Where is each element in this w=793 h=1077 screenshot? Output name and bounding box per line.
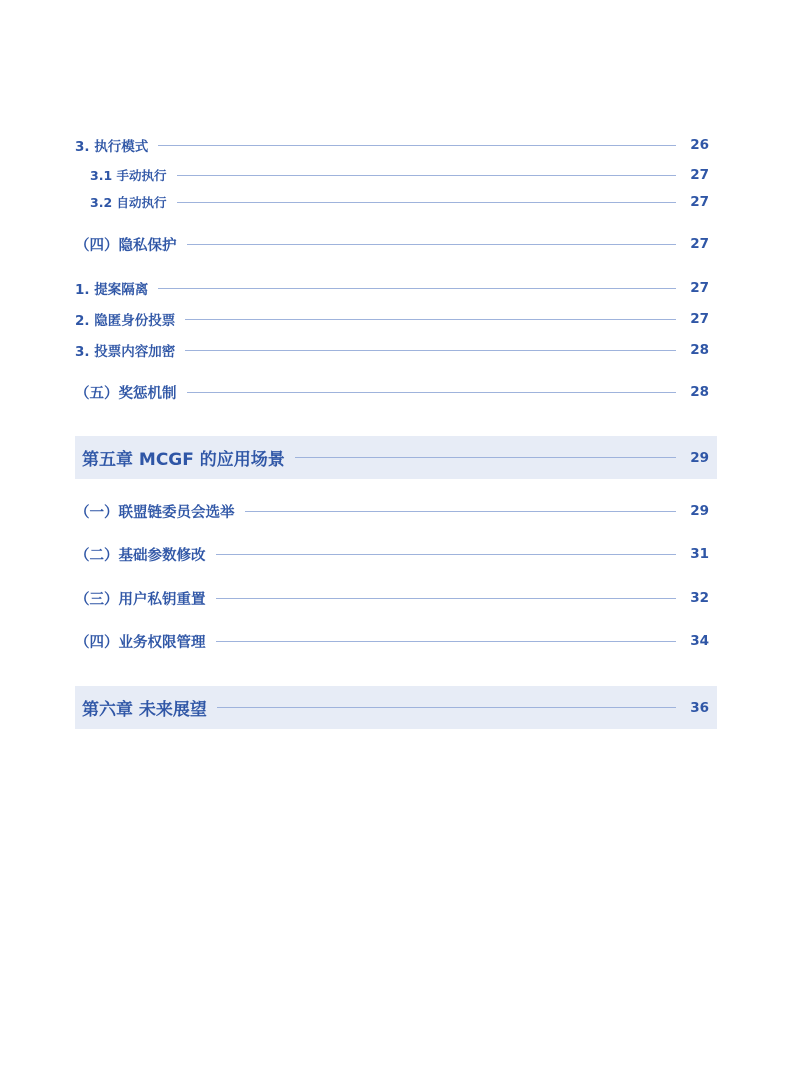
toc-chapter-entry[interactable] <box>75 686 717 729</box>
toc-entry[interactable] <box>75 338 717 362</box>
toc-page-number: 36 <box>690 699 709 716</box>
toc-entry-label: （三）用户私钥重置 <box>75 591 206 608</box>
toc-entry-label: 2. 隐匿身份投票 <box>75 313 176 329</box>
toc-entry[interactable] <box>75 164 717 186</box>
toc-entry-label: 3. 执行模式 <box>75 139 149 155</box>
toc-page-number: 28 <box>690 342 709 358</box>
toc-entry[interactable] <box>75 191 717 213</box>
toc-entry-label: 3.1 手动执行 <box>90 168 167 183</box>
dotted-leader <box>187 392 677 393</box>
toc-entry[interactable] <box>75 499 717 523</box>
toc-chapter-label: 第六章 未来展望 <box>82 700 207 720</box>
toc-page-number: 26 <box>690 137 709 153</box>
toc-entry-label: （二）基础参数修改 <box>75 547 206 564</box>
toc-page-number: 31 <box>690 546 709 562</box>
dotted-leader <box>185 350 676 351</box>
toc-entry-label: 3.2 自动执行 <box>90 195 167 210</box>
dotted-leader <box>177 175 677 176</box>
toc-entry-label: 3. 投票内容加密 <box>75 344 176 360</box>
toc-entry[interactable] <box>75 586 717 610</box>
toc-entry-label: （五）奖惩机制 <box>75 385 177 402</box>
table-of-contents <box>75 0 717 1077</box>
toc-chapter-entry[interactable] <box>75 436 717 479</box>
toc-page-number: 27 <box>690 311 709 327</box>
dotted-leader <box>216 598 677 599</box>
toc-entry[interactable] <box>75 133 717 157</box>
toc-page-number: 27 <box>690 236 709 252</box>
toc-entry-label: 1. 提案隔离 <box>75 282 149 298</box>
toc-page-number: 27 <box>690 194 709 210</box>
toc-entry[interactable] <box>75 542 717 566</box>
dotted-leader <box>185 319 676 320</box>
toc-entry[interactable] <box>75 307 717 331</box>
toc-page-number: 28 <box>690 384 709 400</box>
toc-entry-label: （四）隐私保护 <box>75 237 177 254</box>
toc-page-number: 27 <box>690 167 709 183</box>
dotted-leader <box>216 554 677 555</box>
toc-page-number: 29 <box>690 503 709 519</box>
toc-chapter-label: 第五章 MCGF 的应用场景 <box>82 450 285 470</box>
dotted-leader <box>295 457 676 458</box>
toc-page-number: 32 <box>690 590 709 606</box>
dotted-leader <box>217 707 676 708</box>
dotted-leader <box>187 244 677 245</box>
dotted-leader <box>158 288 676 289</box>
toc-entry[interactable] <box>75 380 717 404</box>
toc-entry[interactable] <box>75 232 717 256</box>
dotted-leader <box>245 511 677 512</box>
toc-entry-label: （一）联盟链委员会选举 <box>75 504 235 521</box>
dotted-leader <box>216 641 677 642</box>
toc-page-number: 29 <box>690 449 709 466</box>
dotted-leader <box>177 202 677 203</box>
toc-entry[interactable] <box>75 276 717 300</box>
toc-page-number: 27 <box>690 280 709 296</box>
toc-entry[interactable] <box>75 629 717 653</box>
toc-entry-label: （四）业务权限管理 <box>75 634 206 651</box>
toc-page-number: 34 <box>690 633 709 649</box>
dotted-leader <box>158 145 676 146</box>
